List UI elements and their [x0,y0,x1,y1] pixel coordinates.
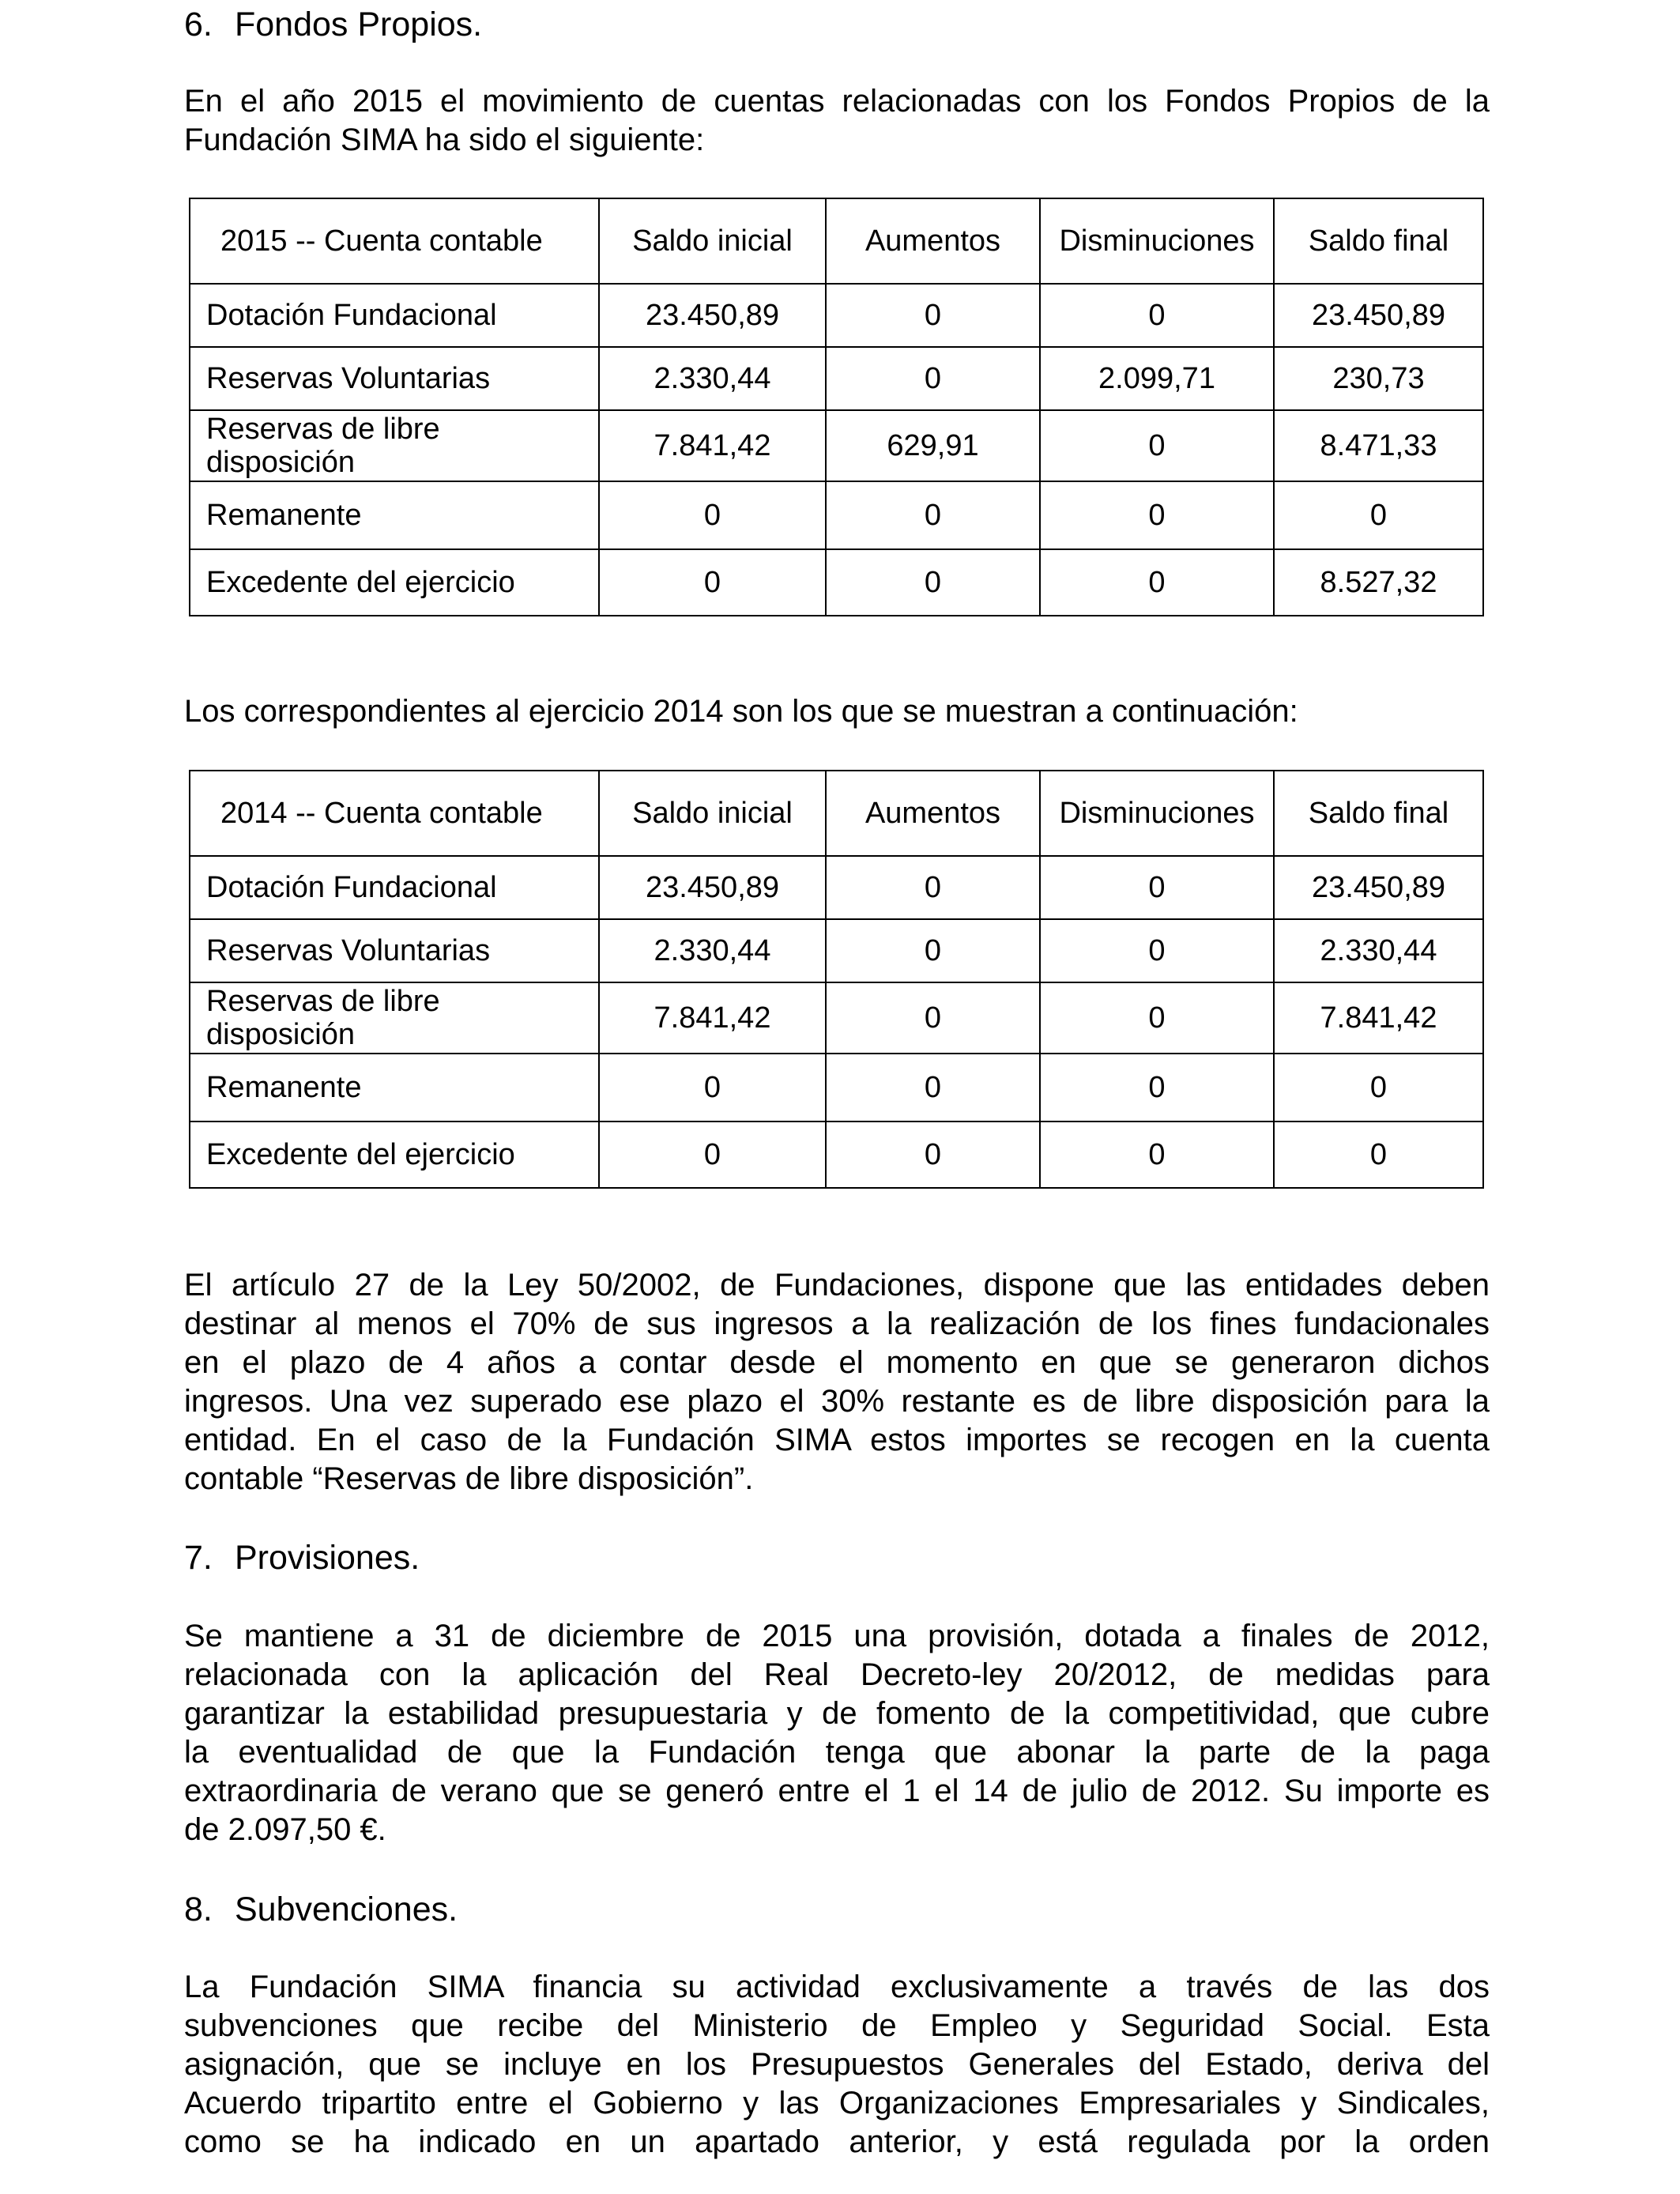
table-header-cell: Disminuciones [1040,771,1274,856]
table-cell: 0 [599,549,826,616]
paragraph-line: La Fundación SIMA financia su actividad exclusivamente a través de las dos [184,1970,1490,2004]
section-7-paragraph [184,1617,1490,1849]
table-header-cell: Saldo inicial [599,198,826,284]
paragraph-line: contable “Reservas de libre disposición”. [184,1461,754,1496]
section-6-closing-paragraph [184,1266,1490,1498]
paragraph-line: en el plazo de 4 años a contar desde el momento en que se generaron dichos [184,1345,1490,1380]
table-cell: 7.841,42 [599,410,826,481]
section-6-middle-text: Los correspondientes al ejercicio 2014 son los que se muestran a continuación: [184,694,1298,729]
table-2015 [189,198,1484,616]
section-7-number: 7. [184,1539,213,1577]
section-7-title: Provisiones. [235,1539,420,1577]
table-cell: 23.450,89 [599,856,826,919]
table-row [190,1054,1483,1122]
paragraph-line: Acuerdo tripartito entre el Gobierno y las Organizaciones Empresariales y Sindicales, [184,2086,1490,2120]
paragraph-line: subvenciones que recibe del Ministerio de Empleo y Seguridad Social. Esta [184,2008,1490,2043]
table-row [190,410,1483,481]
table-cell-wrap [190,410,599,481]
table-row [190,856,1483,919]
paragraph-line: como se ha indicado en un apartado anterior, y está regulada por la orden [184,2124,1490,2159]
table-cell: 0 [826,982,1040,1054]
table-cell: 0 [826,856,1040,919]
table-header-cell: Saldo final [1274,198,1483,284]
table-header-cell: Saldo inicial [599,771,826,856]
table-cell: 0 [599,481,826,549]
table-row [190,1122,1483,1188]
table-cell: 0 [826,919,1040,982]
table-cell: 0 [826,1122,1040,1188]
table-header-row [190,771,1483,856]
table-header-cell: 2014 -- Cuenta contable [190,771,599,856]
table-row [190,549,1483,616]
table-cell: 230,73 [1274,347,1483,410]
section-8-number: 8. [184,1891,213,1928]
table-cell: 23.450,89 [599,284,826,347]
table-cell: 0 [1040,856,1274,919]
table-header-cell: Disminuciones [1040,198,1274,284]
table-cell: 2.330,44 [599,919,826,982]
table-cell: Reservas de libre disposición [206,985,440,1051]
table-cell: 8.527,32 [1274,549,1483,616]
paragraph-line: relacionada con la aplicación del Real Decreto-ley 20/2012, de medidas para [184,1657,1490,1692]
table-cell: 0 [826,481,1040,549]
paragraph-line: Se mantiene a 31 de diciembre de 2015 una provisión, dotada a finales de 2012, [184,1619,1490,1653]
paragraph-line: la eventualidad de que la Fundación tenga que abonar la parte de la paga [184,1735,1490,1770]
table-cell: 0 [599,1122,826,1188]
section-6-number: 6. [184,6,213,43]
table-cell: 2.330,44 [599,347,826,410]
table-row [190,982,1483,1054]
table-cell: 0 [1274,1054,1483,1122]
table-cell: 2.330,44 [1274,919,1483,982]
paragraph-line: extraordinaria de verano que se generó entre el 1 el 14 de julio de 2012. Su importe es [184,1774,1490,1808]
section-7-heading [184,1538,420,1578]
table-cell: 23.450,89 [1274,856,1483,919]
table-cell: Dotación Fundacional [190,284,599,347]
table-cell: Remanente [190,1054,599,1122]
table-row [190,919,1483,982]
section-6-heading [184,5,482,44]
table-cell: 0 [1274,481,1483,549]
table-header-row [190,198,1483,284]
paragraph-line: ingresos. Una vez superado ese plazo el 30% restante es de libre disposición para la [184,1384,1490,1419]
paragraph-line: entidad. En el caso de la Fundación SIMA estos importes se recogen en la cuenta [184,1423,1490,1457]
paragraph-line: En el año 2015 el movimiento de cuentas relacionadas con los Fondos Propios de la [184,84,1490,119]
table-cell: 0 [1040,919,1274,982]
section-8-title: Subvenciones. [235,1891,458,1928]
table-cell: Remanente [190,481,599,549]
table-row [190,347,1483,410]
table-cell: 23.450,89 [1274,284,1483,347]
table-cell: Excedente del ejercicio [190,1122,599,1188]
table-cell: 0 [599,1054,826,1122]
table-cell: 2.099,71 [1040,347,1274,410]
table-cell: 0 [1040,549,1274,616]
table-header-cell: Saldo final [1274,771,1483,856]
section-6-title: Fondos Propios. [235,6,483,43]
table-cell: 0 [1040,1122,1274,1188]
table-cell: 0 [1040,982,1274,1054]
table-cell: 0 [826,1054,1040,1122]
table-cell: 0 [1040,284,1274,347]
table-cell: 0 [1040,1054,1274,1122]
table-cell: Reservas Voluntarias [190,347,599,410]
table-cell: 7.841,42 [1274,982,1483,1054]
section-6-intro [184,82,1490,160]
table-cell: 629,91 [826,410,1040,481]
section-8-paragraph [184,1968,1490,2162]
table-cell: 7.841,42 [599,982,826,1054]
table-cell: 0 [1040,481,1274,549]
section-8-heading [184,1890,458,1929]
paragraph-line: asignación, que se incluye en los Presupuestos Generales del Estado, deriva del [184,2047,1490,2082]
table-cell: 0 [826,549,1040,616]
paragraph-line: destinar al menos el 70% de sus ingresos a la realización de los fines fundacionales [184,1306,1490,1341]
table-cell: Reservas de libre disposición [206,413,440,479]
paragraph-line: El artículo 27 de la Ley 50/2002, de Fundaciones, dispone que las entidades deben [184,1268,1490,1302]
paragraph-line: de 2.097,50 €. [184,1812,386,1847]
table-2014 [189,770,1484,1189]
table-cell: 0 [826,284,1040,347]
table-cell: 8.471,33 [1274,410,1483,481]
table-header-cell: 2015 -- Cuenta contable [190,198,599,284]
table-cell: Reservas Voluntarias [190,919,599,982]
table-row [190,284,1483,347]
table-cell: 0 [1040,410,1274,481]
table-cell: 0 [826,347,1040,410]
paragraph-line: Fundación SIMA ha sido el siguiente: [184,123,705,157]
table-cell-wrap [190,982,599,1054]
table-cell: 0 [1274,1122,1483,1188]
table-header-cell: Aumentos [826,198,1040,284]
table-header-cell: Aumentos [826,771,1040,856]
paragraph-line: garantizar la estabilidad presupuestaria y de fomento de la competitividad, que cubre [184,1696,1490,1731]
table-cell: Dotación Fundacional [190,856,599,919]
table-row [190,481,1483,549]
table-cell: Excedente del ejercicio [190,549,599,616]
